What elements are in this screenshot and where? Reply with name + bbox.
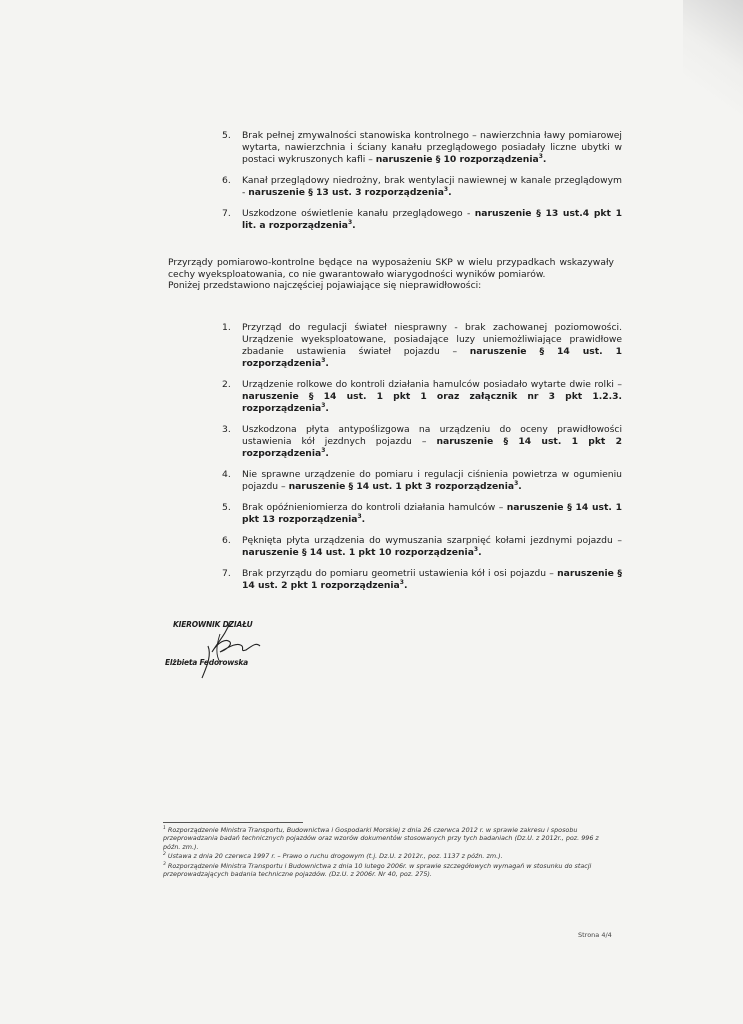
list-text: Nie sprawne urządzenie do pomiaru i regulacji ciśnienia powietrza w ogumieniu pojazdu – naruszenie § 14 ust. 1 pkt 3 rozporządzenia$^3$. xyxy=(242,469,622,492)
list-item xyxy=(222,568,622,592)
list-number: 4. xyxy=(222,469,231,480)
footnote: $^1$ Rozporządzenie Ministra Transportu, Budownictwa i Gospodarki Morskiej z dnia 26 czerwca 2012 r. w sprawie zakresu i sposobu przeprowadzania badań technicznych pojazdów oraz wzorów dokumentów stosowanych przy tych badaniach (Dz.U. z 2012r., poz. 996 z późn. zm.). xyxy=(163,825,599,851)
list-text: Kanał przeglądowy niedrożny, brak wentylacji nawiewnej w kanale przeglądowym - naruszenie § 13 ust. 3 rozporządzenia$^3$. xyxy=(242,175,622,198)
list-text: Brak pełnej zmywalności stanowiska kontrolnego – nawierzchnia ławy pomiarowej wytarta, nawierzchnia i ściany kanału przeglądowego posiadały liczne ubytki w postaci wykruszonych kafli – naruszenie § 10 rozporządzenia$^3$. xyxy=(242,130,622,165)
signature-title: KIEROWNIK DZIAŁU xyxy=(173,620,253,629)
list-item xyxy=(222,208,622,232)
list-number: 5. xyxy=(222,502,231,513)
paragraph-text: Przyrządy pomiarowo-kontrolne będące na wyposażeniu SKP w wielu przypadkach wskazywały cechy wyeksploatowania, co nie gwarantowało wiarygodności wyników pomiarów. xyxy=(168,257,614,280)
list-number: 1. xyxy=(222,322,231,333)
list-item xyxy=(222,130,622,166)
list-number: 7. xyxy=(222,208,231,219)
footnote: $^3$ Rozporządzenie Ministra Transportu i Budownictwa z dnia 10 lutego 2006r. w sprawie szczegółowych wymagań w stosunku do stacji przeprowadzających badania techniczne pojazdów. (Dz.U. z 2006r. Nr 40, poz. 275). xyxy=(163,861,592,879)
list-item xyxy=(222,322,622,370)
list-item xyxy=(222,175,622,199)
footnote: $^2$ Ustawa z dnia 20 czerwca 1997 r. – Prawo o ruchu drogowym (t.j. Dz.U. z 2012r., poz. 1137 z późn. zm.). xyxy=(163,852,503,861)
list-item xyxy=(222,379,622,415)
list-number: 7. xyxy=(222,568,231,579)
footnotes xyxy=(163,826,611,879)
scan-page-edge-shadow xyxy=(683,0,743,120)
list-text: Brak przyrządu do pomiaru geometrii ustawienia kół i osi pojazdu – naruszenie § 14 ust. 2 pkt 1 rozporządzenia$^3$. xyxy=(242,568,622,591)
list-item xyxy=(222,502,622,526)
instruments-paragraph xyxy=(168,257,614,292)
page-number: Strona 4/4 xyxy=(578,931,612,939)
list-number: 5. xyxy=(222,130,231,141)
list-number: 6. xyxy=(222,535,231,546)
signature-name: Elżbieta Fedorowska xyxy=(165,658,248,667)
list-item xyxy=(222,424,622,460)
list-text: Pęknięta płyta urządzenia do wymuszania szarpnięć kołami jezdnymi pojazdu – naruszenie § 14 ust. 1 pkt 10 rozporządzenia$^3$. xyxy=(242,535,622,558)
paragraph-lead: Poniżej przedstawiono najczęściej pojawiające się nieprawidłowości: xyxy=(168,280,482,291)
violations-list-instruments xyxy=(222,322,622,601)
list-text: Uszkodzone oświetlenie kanału przeglądowego - naruszenie § 13 ust.4 pkt 1 lit. a rozporządzenia$^3$. xyxy=(242,208,622,231)
list-number: 2. xyxy=(222,379,231,390)
list-number: 3. xyxy=(222,424,231,435)
list-text: Przyrząd do regulacji świateł niesprawny - brak zachowanej poziomowości. Urządzenie wyeksploatowane, posiadające luzy uniemożliwiające prawidłowe zbadanie ustawienia świateł pojazdu – naruszenie § 14 ust. 1 rozporządzenia$^3$. xyxy=(242,322,622,369)
list-text: Uszkodzona płyta antypoślizgowa na urządzeniu do oceny prawidłowości ustawienia kół jezdnych pojazdu – naruszenie § 14 ust. 1 pkt 2 rozporządzenia$^3$. xyxy=(242,424,622,459)
list-text: Urządzenie rolkowe do kontroli działania hamulców posiadało wytarte dwie rolki – naruszenie § 14 ust. 1 pkt 1 oraz załącznik nr 3 pkt 1.2.3. rozporządzenia$^3$. xyxy=(242,379,622,414)
signature-stamp xyxy=(160,612,290,682)
violations-list-stations xyxy=(222,130,622,241)
list-item xyxy=(222,535,622,559)
list-number: 6. xyxy=(222,175,231,186)
footnote-divider xyxy=(163,822,303,823)
list-text: Brak opóźnieniomierza do kontroli działania hamulców – naruszenie § 14 ust. 1 pkt 13 rozporządzenia$^3$. xyxy=(242,502,622,525)
list-item xyxy=(222,469,622,493)
